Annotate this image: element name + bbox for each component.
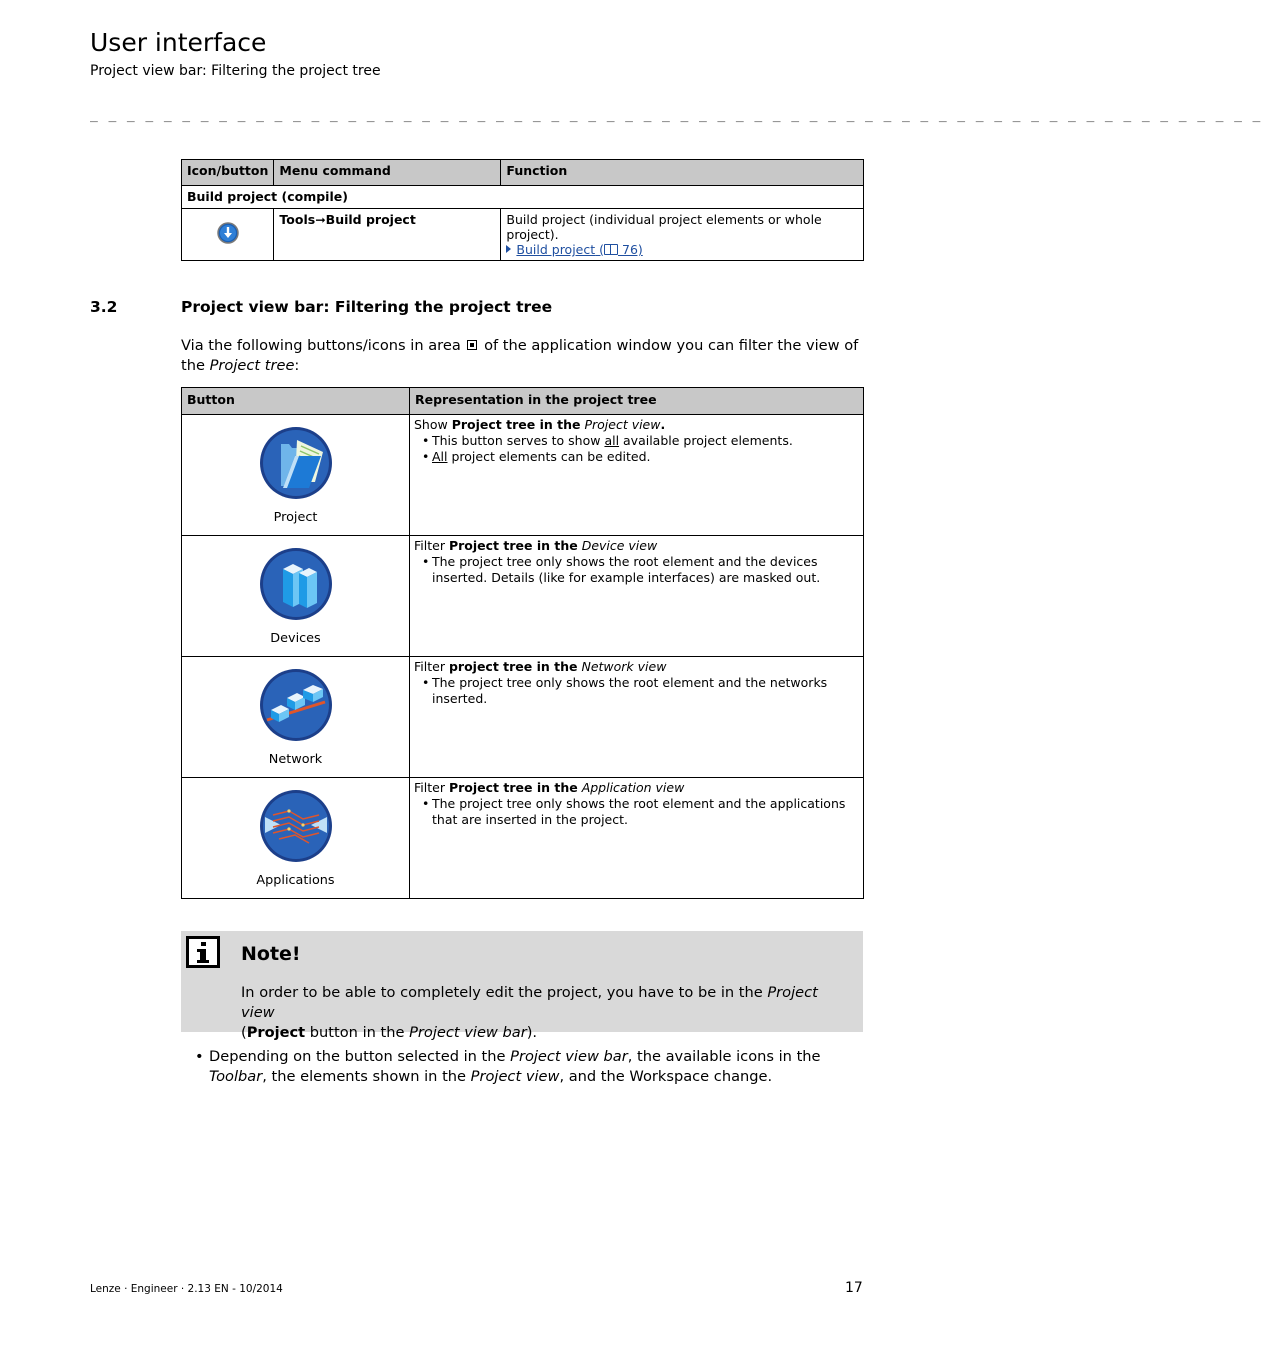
menu-arrow: ➞ [315,212,326,227]
row-description: Filter Project tree in the Application view [414,780,685,795]
row-description: Show Project tree in the Project view. [414,417,666,432]
button-caption: Network [268,752,323,767]
table-header: Icon/button [182,160,274,186]
table-row [182,415,864,536]
page-subtitle: Project view bar: Filtering the project tree [90,63,381,79]
button-caption: Project [273,510,318,525]
book-icon [604,244,618,255]
network-icon[interactable] [259,668,333,745]
note-box [181,931,863,1041]
detail-list [414,675,859,707]
area-marker-icon [467,340,477,350]
table-header: Function [501,160,864,186]
page-number: 17 [845,1280,863,1296]
info-icon [186,936,220,968]
project-folder-icon[interactable] [259,426,333,503]
table-row [182,536,864,657]
button-caption: Applications [256,873,335,888]
row-description: Filter project tree in the Network view [414,659,667,674]
detail-list [414,554,859,586]
note-title: Note! [241,943,301,965]
menu-tools: Tools [279,212,316,227]
bullet-text: Depending on the button selected in the Project view bar, the available icons in the Toolbar, the elements shown in the Project view, and the Workspace change. [209,1048,821,1085]
table-row [182,657,864,778]
button-caption: Devices [270,631,321,646]
list-item: • The project tree only shows the root element and the applications that are inserted in the project. [432,796,859,828]
build-project-link[interactable]: Build project ( 76) [506,242,858,257]
header-divider: _ _ _ _ _ _ _ _ _ _ _ _ _ _ _ _ _ _ _ _ _ _ _ _ _ _ _ _ _ _ _ _ _ _ _ _ _ _ _ _ _ _ _ _ _ _ _ _ _ _ _ _ _ _ _ _ _ _ _ _ _ _ _ _ [90,108,1262,123]
table-header: Representation in the project tree [410,388,864,415]
list-item [195,1047,870,1087]
detail-list [414,796,859,828]
applications-icon[interactable] [259,789,333,866]
list-item: • This button serves to show all available project elements. [432,433,859,449]
function-text: Build project (individual project elements or whole project). [506,212,822,242]
list-item: • The project tree only shows the root element and the networks inserted. [432,675,859,707]
footer-info: Lenze · Engineer · 2.13 EN - 10/2014 [90,1283,283,1295]
table-section-label: Build project (compile) [182,186,864,209]
section-number: 3.2 [90,298,118,316]
bullet-dot: • [195,1048,204,1065]
intro-paragraph: Via the following buttons/icons in area of the application window you can filter the view of the Project tree: [181,337,859,374]
menu-build-project: Build project [325,212,416,227]
build-down-arrow-icon[interactable] [217,222,239,247]
devices-icon[interactable] [259,547,333,624]
table-row [182,778,864,899]
list-item: • All project elements can be edited. [432,449,859,465]
row-description: Filter Project tree in the Device view [414,538,658,553]
list-item: • The project tree only shows the root element and the devices inserted. Details (like for example interfaces) are masked out. [432,554,859,586]
section-title: Project view bar: Filtering the project tree [181,298,553,316]
link-arrow-icon [506,245,511,253]
project-view-bar-table [181,387,864,899]
table-row [182,209,864,261]
table-header: Menu command [274,160,501,186]
detail-list [414,433,859,465]
table-header: Button [182,388,410,415]
page-title: User interface [90,28,267,57]
note-text: In order to be able to completely edit the project, you have to be in the Project view (Project button in the Project view bar). [241,984,818,1041]
build-project-table [181,159,864,261]
